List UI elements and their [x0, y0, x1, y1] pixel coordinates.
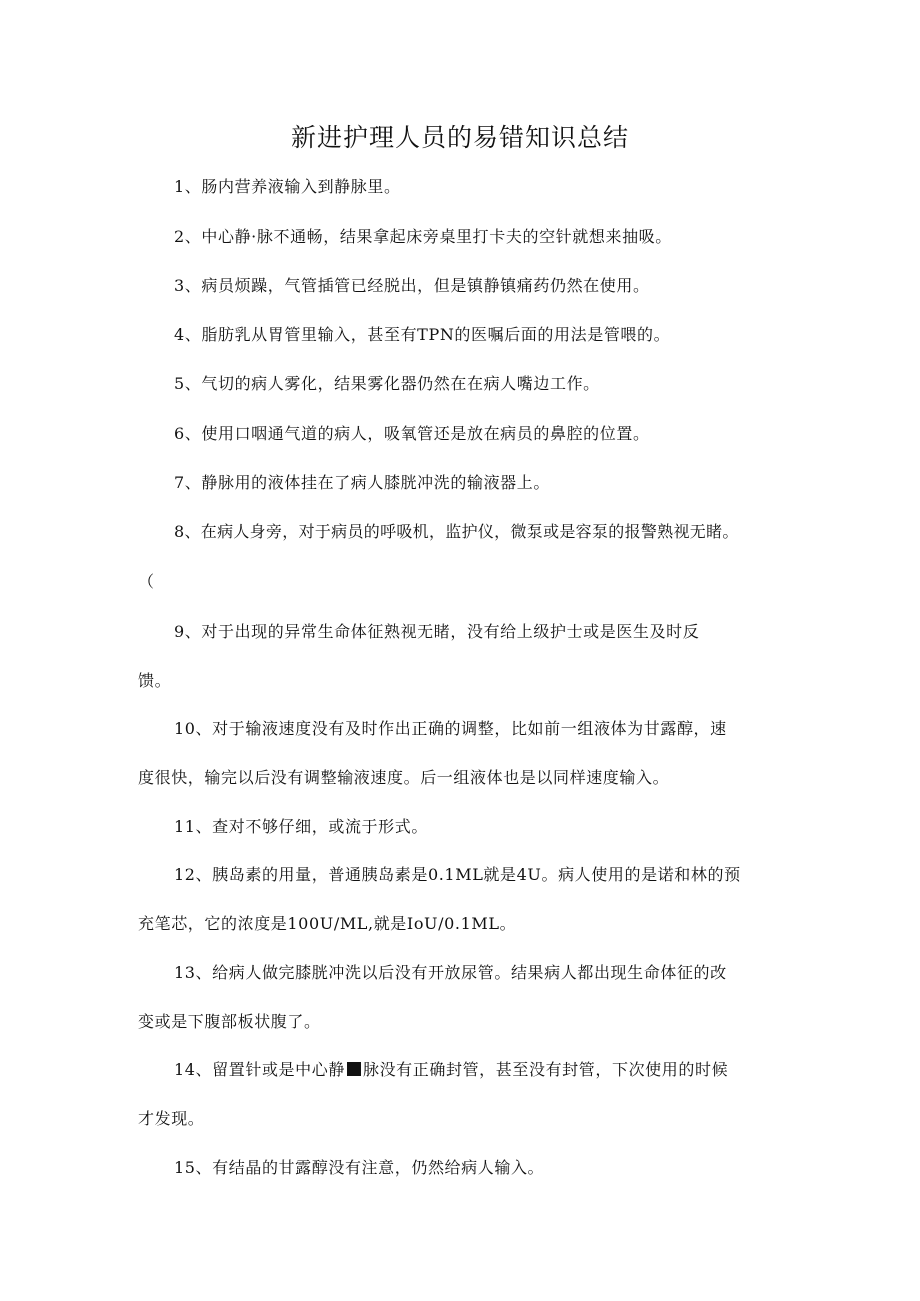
- item-4: 4、脂肪乳从胃管里输入，甚至有TPN的医嘱后面的用法是管喂的。: [174, 325, 671, 344]
- item-2: 2、中心静·脉不通畅，结果拿起床旁桌里打卡夫的空针就想来抽吸。: [174, 227, 672, 246]
- item-9: 9、对于出现的异常生命体征熟视无睹，没有给上级护士或是医生及时反: [174, 622, 700, 641]
- item-6: 6、使用口咽通气道的病人，吸氧管还是放在病员的鼻腔的位置。: [174, 424, 650, 443]
- item-12-continued: 充笔芯，它的浓度是100U/ML,就是IoU/0.1ML。: [138, 914, 517, 933]
- item-5: 5、气切的病人雾化，结果雾化器仍然在在病人嘴边工作。: [174, 374, 600, 393]
- item-7: 7、静脉用的液体挂在了病人膝胱冲洗的输液器上。: [174, 473, 550, 492]
- item-14-continued: 才发现。: [138, 1109, 205, 1128]
- item-11: 11、查对不够仔细，或流于形式。: [174, 817, 428, 836]
- item-13-continued: 变或是下腹部板状腹了。: [138, 1012, 321, 1031]
- item-9-continued: 馈。: [138, 671, 172, 690]
- item-10: 10、对于输液速度没有及时作出正确的调整，比如前一组液体为甘露醇，速: [174, 719, 727, 738]
- item-8: 8、在病人身旁，对于病员的呼吸机，监护仪，微泵或是容泵的报警熟视无睹。: [174, 522, 739, 541]
- item-14: [174, 1059, 728, 1081]
- item-12: 12、胰岛素的用量，普通胰岛素是0.1ML就是4U。病人使用的是诺和林的预: [174, 865, 741, 884]
- item-14-part-a: 14、留置针或是中心静: [174, 1060, 345, 1079]
- item-15: 15、有结晶的甘露醇没有注意，仍然给病人输入。: [174, 1158, 545, 1177]
- item-3: 3、病员烦躁，气管插管已经脱出，但是镇静镇痛药仍然在使用。: [174, 276, 650, 295]
- item-10-continued: 度很快，输完以后没有调整输液速度。后一组液体也是以同样速度输入。: [138, 768, 670, 787]
- item-13: 13、给病人做完膝胱冲洗以后没有开放尿管。结果病人都出现生命体征的改: [174, 963, 727, 982]
- stray-paren: （: [138, 572, 155, 591]
- item-14-part-b: 脉没有正确封管，甚至没有封管，下次使用的时候: [362, 1060, 729, 1079]
- item-1: 1、肠内营养液输入到静脉里。: [174, 177, 401, 196]
- document-title: 新进护理人员的易错知识总结: [290, 123, 629, 152]
- redaction-block: [347, 1062, 361, 1076]
